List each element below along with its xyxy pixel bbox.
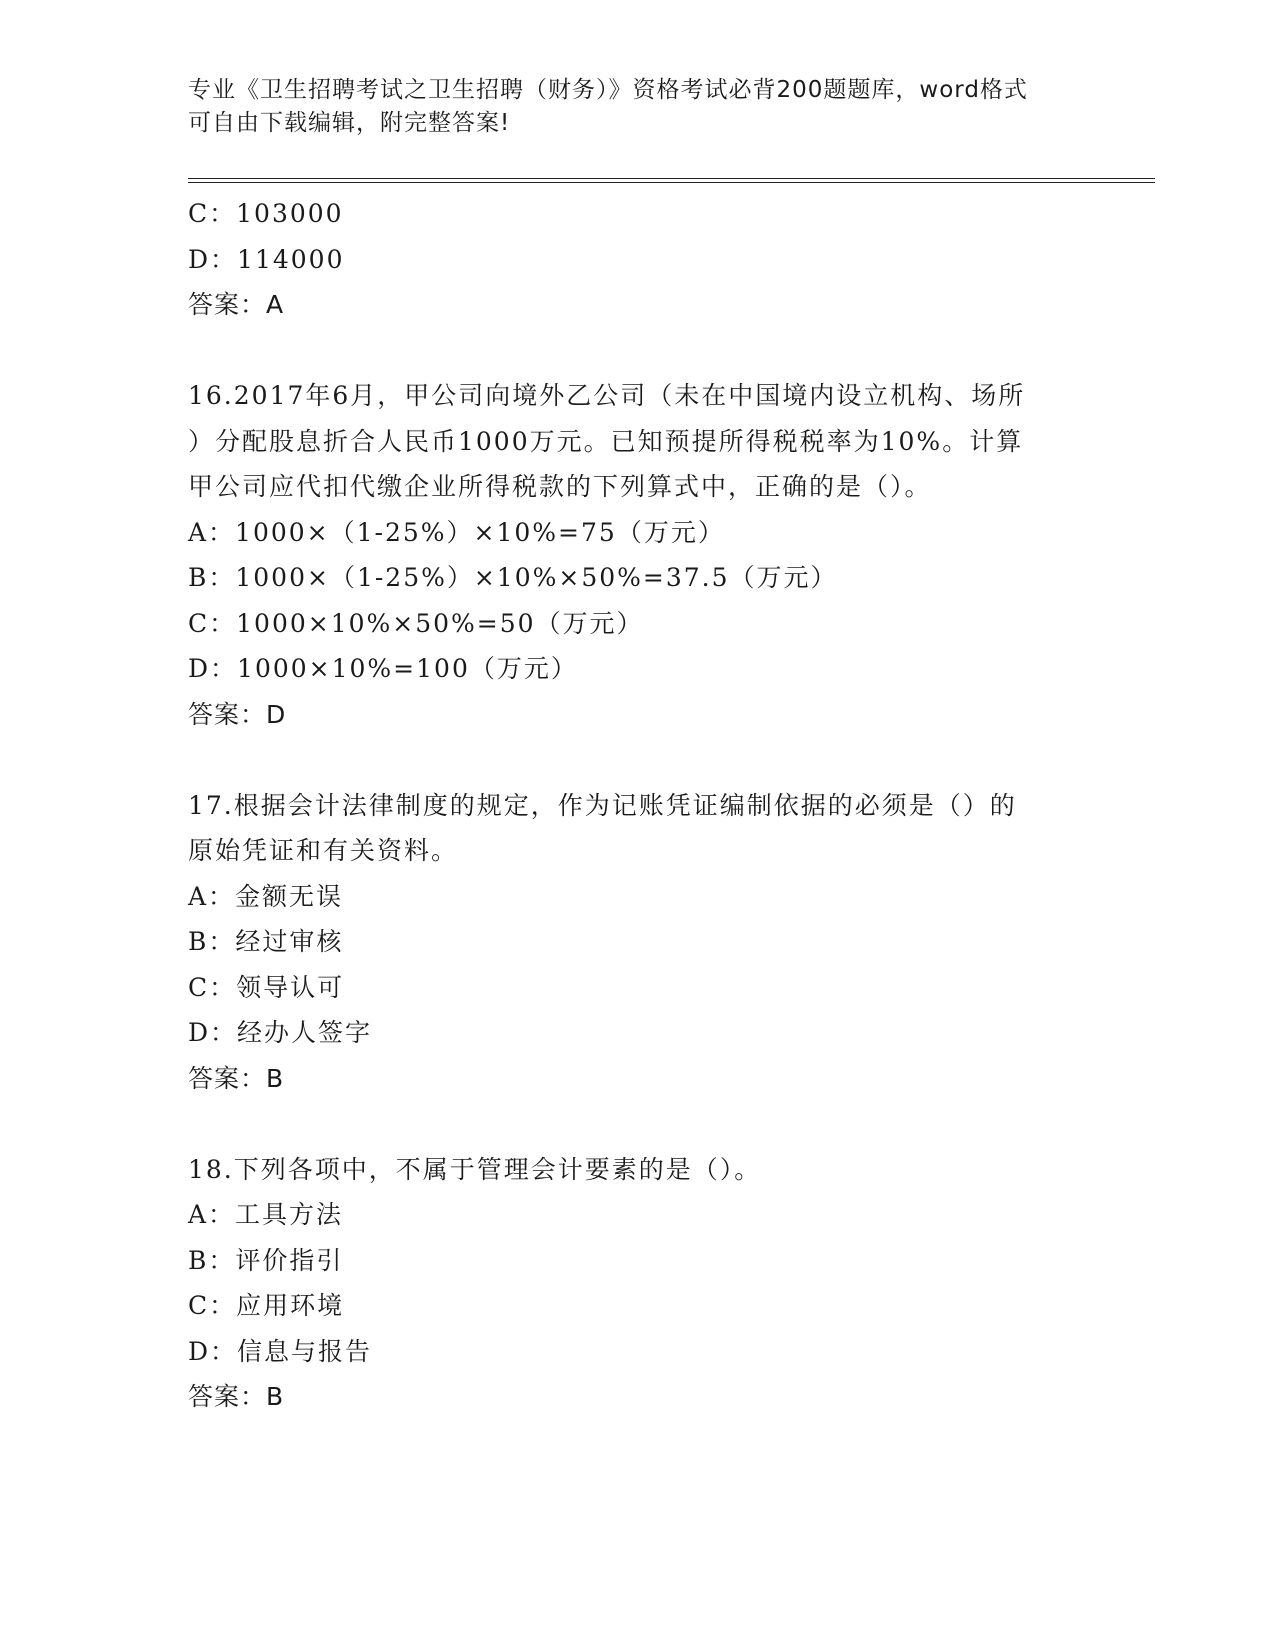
option-d: D：信息与报告 — [188, 1336, 373, 1366]
answer-line: 答案：B — [188, 1382, 285, 1411]
option-d: D：经办人签字 — [188, 1018, 373, 1047]
question-stem-line: 17.根据会计法律制度的规定，作为记账凭证编制依据的必须是（）的 — [188, 790, 1017, 820]
header-divider-bottom — [188, 182, 1155, 183]
question-15-continuation — [188, 191, 1088, 328]
option-b: B：1000×（1-25%）×10%×50%=37.5（万元） — [188, 563, 838, 592]
header-title-line-2: 可自由下载编辑，附完整答案! — [188, 110, 511, 136]
spacer — [188, 737, 1088, 783]
document-header — [188, 74, 1088, 140]
question-stem-line: 甲公司应代扣代缴企业所得税款的下列算式中，正确的是（）。 — [188, 472, 932, 501]
option-b: B：经过审核 — [188, 927, 344, 956]
header-title-line-1: 专业《卫生招聘考试之卫生招聘（财务）》资格考试必背200题题库，word格式 — [188, 77, 1028, 103]
question-18 — [188, 1147, 1088, 1420]
question-stem-line: 原始凭证和有关资料。 — [188, 836, 459, 865]
option-a: A：金额无误 — [188, 881, 344, 911]
header-divider-top — [188, 178, 1155, 179]
question-stem-line: 16.2017年6月，甲公司向境外乙公司（未在中国境内设立机构、场所 — [188, 381, 1026, 410]
option-b: B：评价指引 — [188, 1245, 344, 1275]
option-c: C：1000×10%×50%=50（万元） — [188, 608, 644, 638]
option-a: A：1000×（1-25%）×10%=75（万元） — [188, 517, 725, 547]
question-stem-line: ）分配股息折合人民币1000万元。已知预提所得税税率为10%。计算 — [188, 426, 1024, 456]
question-content — [188, 191, 1088, 1420]
question-16 — [188, 373, 1088, 737]
option-c: C：领导认可 — [188, 972, 345, 1002]
answer-line: 答案：D — [188, 699, 287, 729]
question-stem-line: 18.下列各项中，不属于管理会计要素的是（）。 — [188, 1154, 762, 1184]
answer-line: 答案：A — [188, 290, 285, 319]
question-17 — [188, 783, 1088, 1102]
option-d: D：1000×10%=100（万元） — [188, 654, 578, 683]
option-a: A：工具方法 — [188, 1200, 344, 1229]
option-c: C：应用环境 — [188, 1291, 345, 1320]
spacer — [188, 328, 1088, 374]
option-c: C：103000 — [188, 199, 344, 228]
spacer — [188, 1101, 1088, 1147]
option-d: D：114000 — [188, 244, 345, 274]
answer-line: 答案：B — [188, 1063, 285, 1093]
